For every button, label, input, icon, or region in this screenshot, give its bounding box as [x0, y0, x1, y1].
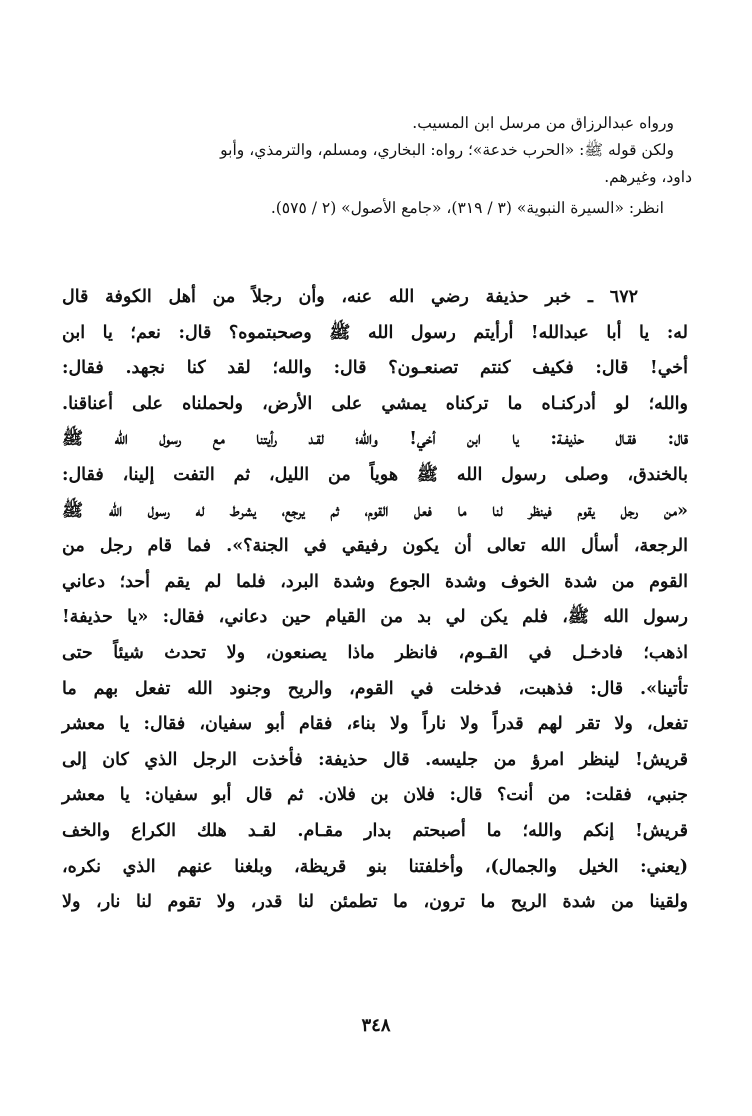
page-number: ٣٤٨ [361, 1015, 391, 1036]
text-line: اذهب؛ فادخـل في القـوم، فانظر ماذا يصنعون، ولا تحدث شيئاً حتى [62, 642, 688, 663]
footnote-line: ولكن قوله ﷺ: «الحرب خدعة»؛ رواه: البخاري، ومسلم، والترمذي، وأبو [220, 141, 674, 159]
text-line: ٦٧٢ ـ خبر حذيفة رضي الله عنه، وأن رجلاً من أهل الكوفة قال [62, 287, 638, 307]
text-line: رسول الله ﷺ، فلم يكن لي بد من القيام حين دعاني، فقال: «يا حذيفة! [62, 607, 688, 628]
footnote-line: ورواه عبدالرزاق من مرسل ابن المسيب. [412, 114, 674, 132]
footnote-line: داود، وغيرهم. [604, 168, 692, 186]
text-line: بالخندق، وصلى رسول الله ﷺ هوياً من الليل، ثم التفت إلينا، فقال: [62, 464, 688, 485]
main-text [62, 280, 688, 921]
text-line: قال: فقـال حذيفـة: يا ابن أخي! والله؛ لقـد رأيتنا مع رسول الله ﷺ [62, 429, 688, 450]
text-line: جنبي، فقلت: من أنت؟ قال: فلان بن فلان. ثم قال أبو سفيان: يا معشر [62, 785, 688, 806]
footnotes-section [60, 110, 692, 222]
text-line: تأتينا». قال: فذهبت، فدخلت في القوم، والريح وجنود الله تفعل بهم ما [62, 678, 688, 699]
text-line: (يعني: الخيل والجمال)، وأخلفتنا بنو قريظة، وبلغنا عنهم الذي نكره، [62, 856, 688, 877]
text-line: قريش! إنكم والله؛ ما أصبحتم بدار مقـام. لقـد هلك الكراع والخف [62, 820, 688, 841]
text-line: «من رجل يقوم فينظر لنا ما فعل القوم، ثم يرجع، يشرط له رسول الله ﷺ [62, 500, 688, 521]
text-line: ولقينا من شدة الريح ما ترون، ما تطمئن لنا قدر، ولا تقوم لنا نار، ولا [62, 892, 688, 913]
text-line: أخي! قال: فكيف كنتم تصنعـون؟ قال: والله؛ لقد كنا نجهد. فقال: [62, 358, 688, 379]
footnote-reference-line: انظر: «السيرة النبوية» (٣ / ٣١٩)، «جامع الأصول» (٢ / ٥٧٥). [270, 199, 664, 217]
text-line: قريش! لينظر امرؤ من جليسه. قال حذيفة: فأخذت الرجل الذي كان إلى [62, 749, 688, 770]
text-line: والله؛ لو أدركنـاه ما تركناه يمشي على الأرض، ولحملناه على أعناقنا. [62, 393, 688, 414]
text-line: القوم من شدة الخوف وشدة الجوع وشدة البرد، فلما لم يقم أحد؛ دعاني [62, 571, 688, 592]
text-line: الرجعة، أسأل الله تعالى أن يكون رفيقي في الجنة؟». فما قام رجل من [62, 536, 688, 557]
text-line: تفعل، ولا تقر لهم قدراً ولا ناراً ولا بناء، فقام أبو سفيان، فقال: يا معشر [62, 714, 688, 735]
text-line: له: يا أبا عبدالله! أرأيتم رسول الله ﷺ وصحبتموه؟ قال: نعم؛ يا ابن [62, 322, 688, 343]
